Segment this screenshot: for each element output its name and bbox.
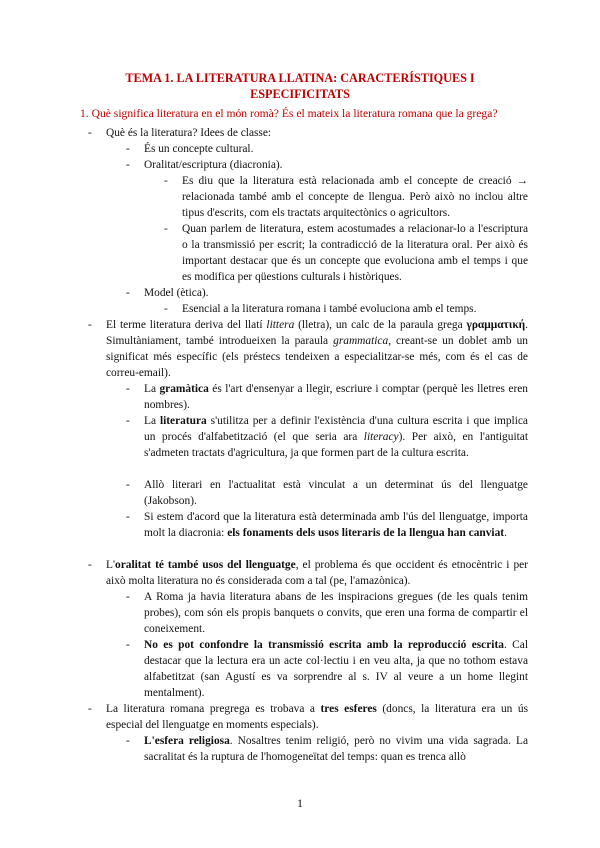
bullet-dash: - bbox=[126, 735, 130, 747]
bullet-dash: - bbox=[164, 303, 168, 315]
section-question: 1. Què significa literatura en el món romà? És el mateix la literatura romana que la grega? bbox=[80, 107, 498, 120]
list-item: L'esfera religiosa. Nosaltres tenim religió, però no vivim una vida sagrada. La sacralitat és la ruptura de l'homogeneïtat del temps: quan es trenca allò bbox=[144, 735, 528, 763]
list-item: La literatura s'utilitza per a definir l'existència d'una cultura escrita i que implica un procés d'alfabetització (el que seria ara literacy). Per això, en l'antiguitat s'admeten tractats d'agricultura, ja que formen part de la cultura escrita. bbox=[144, 415, 528, 459]
list-item: Esencial a la literatura romana i també evoluciona amb el temps. bbox=[182, 303, 477, 315]
bullet-dash: - bbox=[126, 639, 130, 651]
bullet-dash: - bbox=[126, 287, 130, 299]
list-item: El terme literatura deriva del llatí littera (lletra), un calc de la paraula grega γραμματική. Simultàniament, també introdueixen la paraula grammatica, creant-se un doblet amb un significat més específic (els préstecs tendeixen a especialitzar-se més, com és el cas de correu-email). bbox=[106, 319, 528, 379]
list-item: És un concepte cultural. bbox=[144, 143, 254, 155]
bullet-dash: - bbox=[126, 383, 130, 395]
list-item: No es pot confondre la transmissió escrita amb la reproducció escrita. Cal destacar que la lectura era un acte col·lectiu i en veu alta, ja que no tothom estava alfabetitzat (san Agustí es va sorprendre al s. IV al veure a un home llegint mentalment). bbox=[144, 639, 528, 699]
bullet-dash: - bbox=[88, 319, 92, 331]
bullet-dash: - bbox=[126, 511, 130, 523]
bullet-dash: - bbox=[126, 415, 130, 427]
bullet-dash: - bbox=[126, 591, 130, 603]
bullet-dash: - bbox=[164, 223, 168, 235]
list-item: L'oralitat té també usos del llenguatge, el problema és que occident és etnocèntric i per això molta literatura no és considerada com a tal (pe, l'amazònica). bbox=[106, 559, 528, 587]
list-item: Quan parlem de literatura, estem acostumades a relacionar-lo a l'escriptura o la transmissió per escrit; la contradicció de la literatura oral. Per això és important destacar que és un concepte que evoluciona amb el temps i que es modifica per qüestions culturals i històriques. bbox=[182, 223, 528, 283]
bullet-dash: - bbox=[126, 143, 130, 155]
list-item: La literatura romana pregrega es trobava a tres esferes (doncs, la literatura era un ús especial del llenguatge en moments especials). bbox=[106, 703, 528, 731]
bullet-dash: - bbox=[88, 559, 92, 571]
bullet-dash: - bbox=[126, 479, 130, 491]
page-number: 1 bbox=[297, 796, 303, 810]
list-item: Model (ètica). bbox=[144, 287, 209, 299]
list-item: Què és la literatura? Idees de classe: bbox=[106, 127, 272, 139]
bullet-dash: - bbox=[88, 703, 92, 715]
list-item: Es diu que la literatura està relacionada amb el concepte de creació → relacionada també amb el concepte de llengua. Però això no inclou altre tipus d'escrits, com els tractats arquitectònics o agricultors. bbox=[182, 175, 528, 219]
list-item: La gramàtica és l'art d'ensenyar a llegir, escriure i comptar (perquè les lletres eren nombres). bbox=[144, 383, 528, 411]
list-item: A Roma ja havia literatura abans de les inspiracions gregues (de les quals tenim probes), com són els propis banquets o convits, que eren una forma de compartir el coneixement. bbox=[144, 591, 528, 635]
bullet-dash: - bbox=[126, 159, 130, 171]
list-item: Si estem d'acord que la literatura està determinada amb l'ús del llenguatge, importa molt la diacronia: els fonaments dels usos literaris de la llengua han canviat. bbox=[144, 511, 528, 539]
bullet-dash: - bbox=[88, 127, 92, 139]
bullet-dash: - bbox=[164, 175, 168, 187]
page-title: TEMA 1. LA LITERATURA LLATINA: CARACTERÍSTIQUES I ESPECIFICITATS bbox=[125, 71, 475, 101]
list-item: Oralitat/escriptura (diacronia). bbox=[144, 159, 283, 171]
list-item: Allò literari en l'actualitat està vinculat a un determinat ús del llenguatge (Jakobson). bbox=[144, 479, 528, 507]
